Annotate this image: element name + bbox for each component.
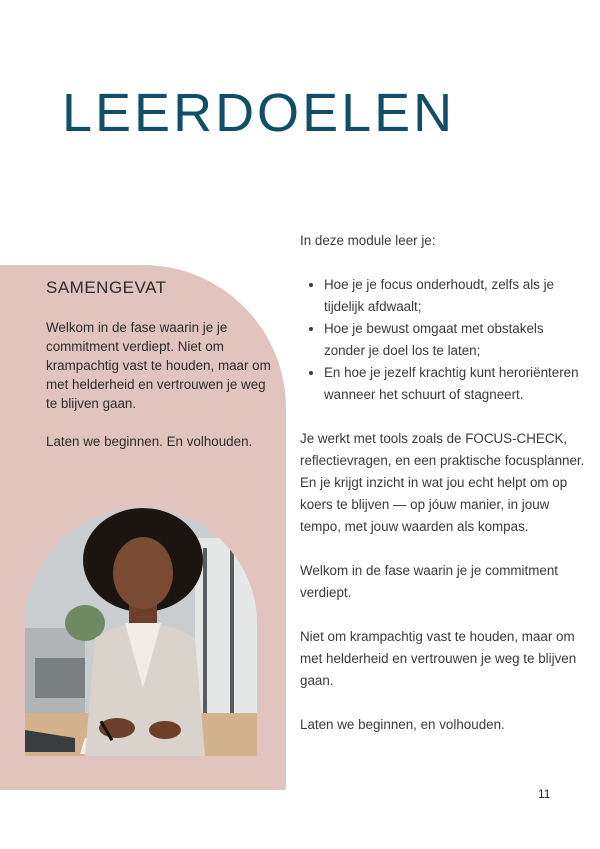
woman-at-desk-photo [25, 508, 257, 756]
clarity-paragraph: Niet om krampachtig vast te houden, maar om met helderheid en vertrouwen je weg te blijven gaan. [300, 629, 577, 688]
list-item: • En hoe je jezelf krachtig kunt heroriënteren wanneer het schuurt of stagneert. [324, 362, 585, 406]
summary-text [46, 318, 271, 470]
closing-paragraph: Laten we beginnen, en volhouden. [300, 717, 505, 732]
welcome-paragraph: Welkom in de fase waarin je je commitment verdiept. [300, 563, 558, 600]
summary-paragraph: Welkom in de fase waarin je je commitment verdiept. Niet om krampachtig vast te houden, maar om met helderheid en vertrouwen je weg te blijven gaan. [46, 320, 271, 411]
goals-list [300, 274, 585, 406]
list-item: • Hoe je je focus onderhoudt, zelfs als je tijdelijk afdwaalt; [324, 274, 585, 318]
list-item: • Hoe je bewust omgaat met obstakels zonder je doel los te laten; [324, 318, 585, 362]
tools-paragraph: Je werkt met tools zoals de FOCUS-CHECK, reflectievragen, en een praktische focusplanner. En je krijgt inzicht in wat jou echt helpt om op koers te blijven — op jóuw manier, in jouw tempo, met jouw waarden als kompas. [300, 431, 585, 534]
learning-goals-content [300, 230, 585, 758]
intro-text: In deze module leer je: [300, 233, 436, 248]
photo-illustration [25, 508, 257, 756]
summary-paragraph: Laten we beginnen. En volhouden. [46, 434, 253, 449]
summary-heading: SAMENGEVAT [46, 278, 167, 297]
page-number: 11 [538, 787, 551, 801]
page-title: LEERDOELEN [62, 83, 456, 143]
